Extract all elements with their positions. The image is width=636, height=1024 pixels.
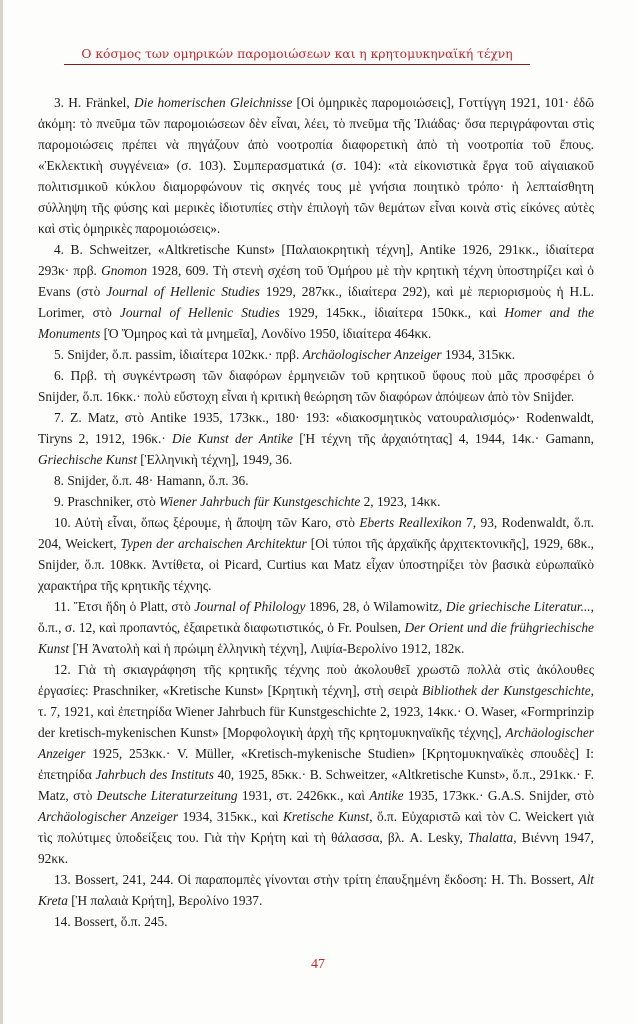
footnote	[38, 239, 594, 344]
footnote-text: 3. H. Fränkel,	[54, 95, 134, 110]
footnote-italic-title: Der Orient und die frühgriechische Kunst	[38, 620, 594, 656]
footnote-text: 40, 1925, 85κκ.· B. Schweitzer, «Altkretische Kunst», ὅ.π., 291κκ.· F. Matz, στὸ	[38, 767, 594, 803]
footnote-text: 13. Bossert, 241, 244. Οἱ παραπομπὲς γίνονται στὴν τρίτη ἐπαυξημένη ἔκδοση: H. Th. Bossert,	[54, 872, 579, 887]
footnote-italic-title: Wiener Jahrbuch für Kunstgeschichte	[159, 494, 361, 509]
footnote-text: 9. Praschniker, στὸ	[54, 494, 160, 509]
footnote-italic-title: Thalatta	[467, 830, 514, 845]
footnote-italic-title: Die Kunst der Antike	[172, 431, 293, 446]
footnote-italic-title: Archäologischer Anzeiger	[38, 725, 594, 761]
footnote-italic-title: Die griechische Literatur...	[445, 599, 591, 614]
footnote-text: , Βιέννη 1947, 92κκ.	[38, 830, 594, 866]
footnote-text: [Ἡ Ἀνατολὴ καὶ ἡ πρώιμη ἑλληνικὴ τέχνη], Λιψία-Βερολίνο 1912, 182κ.	[69, 641, 465, 656]
footnote	[38, 407, 594, 470]
footnote	[38, 92, 594, 239]
footnote-text: [Ἑλληνικὴ τέχνη], 1949, 36.	[136, 452, 293, 467]
footnote-italic-title: Kretische Kunst	[283, 809, 370, 824]
footnote-text: , ὅ.π., σ. 12, καὶ προπαντός, ἐξαιρετικὰ διαφωτιστικός, ὁ Fr. Poulsen,	[38, 599, 594, 635]
footnote-text: [Οἱ τύποι τῆς ἀρχαϊκῆς ἀρχιτεκτονικῆς], 1929, 68κ., Snijder, ὅ.π. 108κκ. Ἀντίθετα, οἱ Picard, Curtius και Matz εἶχαν ὑποστηρίξει τὸν βασικὰ εὐρωπαϊκὸ χαρακτήρα τῆς κρητικῆς τέχνης.	[38, 536, 595, 593]
footnote-text: 1925, 253κκ.· V. Müller, «Kretisch-mykenische Studien» [Κρητομυκηναϊκὲς σπουδὲς] I: ἐπετηρίδα	[38, 746, 594, 782]
footnote-italic-title: Journal of Hellenic Studies	[106, 284, 260, 299]
footnote-text: [Ἡ παλαιὰ Κρήτη], Βερολίνο 1937.	[67, 893, 263, 908]
footnote	[38, 869, 594, 911]
footnote	[38, 596, 594, 659]
footnote-text: 1928, 609. Τὴ στενὴ σχέση τοῦ Ὁμήρου μὲ τὴν κρητικὴ τέχνη ὑποστηρίζει καὶ ὁ Evans (στὸ	[38, 263, 594, 299]
footnote-text: 4. B. Schweitzer, «Altkretische Kunst» [Παλαιοκρητικὴ τέχνη], Antike 1926, 291κκ., ἰδιαίτερα 293κ· πρβ.	[38, 242, 594, 278]
footnote-italic-title: Jahrbuch des Instituts	[95, 767, 214, 782]
footnote-text: [Ὁ Ὅμηρος καὶ τὰ μνημεῖα], Λονδίνο 1950, ἰδιαίτερα 464κκ.	[100, 326, 432, 341]
footnote-text: 8. Snijder, ὅ.π. 48· Hamann, ὅ.π. 36.	[54, 473, 249, 488]
footnote	[38, 491, 594, 512]
footnote-text: 1935, 173κκ.· G.A.S. Snijder, στὸ	[403, 788, 594, 803]
page-edge-shadow	[0, 0, 3, 1024]
footnote-text: 1934, 315κκ., καὶ	[178, 809, 284, 824]
footnote-text: 12. Γιὰ τὴ σκιαγράφηση τῆς κρητικῆς τέχνης ποὺ ἀκολουθεῖ χρωστῶ πολλὰ στὶς ἀκόλουθες ἐργασίες: Praschniker, «Kretische Kunst» [Κρητικὴ τέχνη], στὴ σειρὰ	[38, 662, 594, 698]
footnote-italic-title: Typen der archaischen Architektur	[120, 536, 307, 551]
footnote-text: , τ. 7, 1921, καὶ ἐπετηρίδα Wiener Jahrbuch für Kunstgeschichte 2, 1923, 14κκ.· O. Waser, «Formprinzip der kretisch-mykenischen Kunst» [Μορφολογικὴ ἀρχὴ τῆς κρητομυκηναϊκῆς τέχνης],	[38, 683, 594, 740]
footnote-italic-title: Gnomon	[101, 263, 148, 278]
footnote-italic-title: Die homerischen Gleichnisse	[133, 95, 293, 110]
footnote-text: 14. Bossert, ὅ.π. 245.	[54, 914, 168, 929]
running-header: Ο κόσμος των ομηρικών παρομοιώσεων και η κρητομυκηναϊκή τέχνη	[64, 47, 530, 65]
footnote-italic-title: Deutsche Literaturzeitung	[96, 788, 238, 803]
footnote-text: 10. Αὐτὴ εἶναι, ὅπως ξέρουμε, ἡ ἄποψη τῶν Karo, στὸ	[54, 515, 360, 530]
footnote-italic-title: Journal of Philology	[194, 599, 306, 614]
footnote-italic-title: Journal of Hellenic Studies	[119, 305, 280, 320]
footnote-text: 7. Z. Matz, στὸ Antike 1935, 173κκ., 180· 193: «διακοσμητικὸς νατουραλισμός»· Rodenwaldt, Tiryns 2, 1912, 196κ.·	[38, 410, 594, 446]
footnote-text: [Οἱ ὁμηρικὲς παρομοιώσεις], Γοττίγγη 1921, 101· ἐδῶ ἀκόμη: τὸ πνεῦμα τῶν παρομοιώσεων δὲν εἶναι, λέει, τὸ πνεῦμα τῆς Ἰλιάδας· ὅσα περιγράφονται στὶς παρομοιώσεις πρέπει νὰ πηγάζουν ἀπὸ νοοτροπία διαφορετικὴ ἀπὸ τὴ νοοτροπία τοῦ ἔπους. «Ἐκλεκτικὴ συγγένεια» (σ. 103). Συμπερασματικά (σ. 104): «τὰ εἰκονιστικὰ ἔργα τοῦ αἰγαιακοῦ πολιτισμικοῦ κύκλου διαμορφώνουν τὶς σκηνές τους μὲ γνήσια ποιητικὸ τρόπο· ἡ λεπταίσθητη σύλληψη τῆς φύσης καὶ μερικὲς ἰδιοτυπίες στὴν ἐπιλογὴ τῶν θεμάτων εἶναι κοινὰ στὶς εἰκόνες αὐτὲς καὶ στὶς ὁμηρικὲς παρομοιώσεις».	[38, 95, 594, 236]
footnotes-block	[38, 92, 594, 932]
footnote-text: 6. Πρβ. τὴ συγκέντρωση τῶν διαφόρων ἑρμηνειῶν τοῦ κρητικοῦ ὕφους ποὺ μᾶς προσφέρει ὁ Snijder, ὅ.π. 16κκ.· πολὺ εὔστοχη εἶναι ἡ κριτικὴ θεώρηση τῶν διαφόρων ἀπόψεων ἀπὸ τὸν Snijder.	[38, 368, 594, 404]
footnote-text: 7, 93, Rodenwaldt, ὅ.π. 204, Weickert,	[38, 515, 595, 551]
footnote	[38, 659, 594, 869]
footnote-italic-title: Homer and the Monuments	[38, 305, 594, 341]
footnote-italic-title: Bibliothek der Kunstgeschichte	[422, 683, 591, 698]
page-number: 47	[311, 957, 325, 972]
footnote-italic-title: Archäologischer Anzeiger	[302, 347, 442, 362]
footnote-text: 1929, 145κκ., ἰδιαίτερα 150κκ., καὶ	[279, 305, 505, 320]
footnote-italic-title: Antike	[369, 788, 404, 803]
footnote-text: , ὅ.π. Εὐχαριστῶ καὶ τὸν C. Weickert γιὰ τὶς πολύτιμες ὑποδείξεις του. Γιὰ τὴν Κρήτη καὶ τὴ θάλασσα, βλ. A. Lesky,	[38, 809, 594, 845]
footnote-text: 1931, στ. 2426κκ., καὶ	[237, 788, 370, 803]
footnote-text: 11. Ἔτσι ἤδη ὁ Platt, στὸ	[54, 599, 195, 614]
footnote-text: 1934, 315κκ.	[441, 347, 516, 362]
footnote	[38, 344, 594, 365]
footnote	[38, 470, 594, 491]
footnote-italic-title: Griechische Kunst	[38, 452, 137, 467]
footnote-text: 1896, 28, ὁ Wilamowitz,	[305, 599, 446, 614]
footnote	[38, 365, 594, 407]
footnote-text: [Ἡ τέχνη τῆς ἀρχαιότητας] 4, 1944, 14κ.· Gamann,	[292, 431, 594, 446]
footnote	[38, 911, 594, 932]
footnote-italic-title: Eberts Reallexikon	[359, 515, 462, 530]
footnote	[38, 512, 594, 596]
footnote-italic-title: Alt Kreta	[38, 872, 594, 908]
footnote-italic-title: Archäologischer Anzeiger	[38, 809, 179, 824]
footnote-text: 5. Snijder, ὅ.π. passim, ἰδιαίτερα 102κκ.· πρβ.	[54, 347, 303, 362]
footnote-text: 2, 1923, 14κκ.	[360, 494, 441, 509]
footnote-text: 1929, 287κκ., ἰδιαίτερα 292), καὶ μὲ περιορισμοὺς ἡ H.L. Lorimer, στὸ	[38, 284, 594, 320]
